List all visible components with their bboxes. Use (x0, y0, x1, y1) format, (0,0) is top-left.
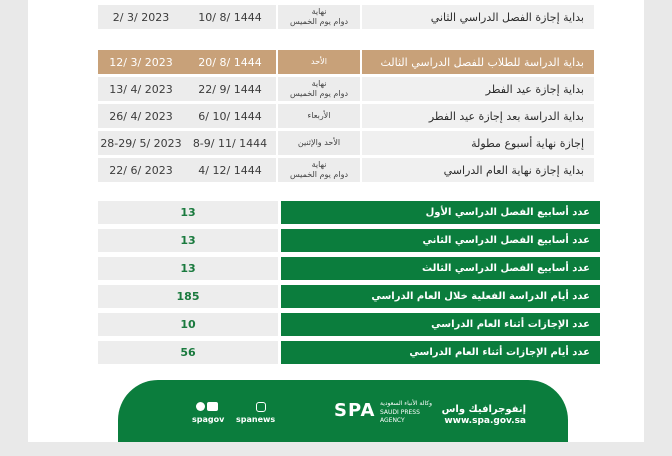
gregorian-date: 13/ 4/ 2023 (98, 77, 184, 101)
spa-logo: SPA (334, 400, 376, 421)
day-note-bottom: دوام يوم الخميس (289, 89, 349, 98)
hijri-date: 6/ 10/ 1444 (184, 104, 276, 128)
day-note-top: الأحد (311, 57, 327, 66)
stat-value: 13 (98, 257, 278, 280)
hijri-date: 10/ 8/ 1444 (184, 5, 276, 29)
hijri-date: 8-9/ 11/ 1444 (184, 131, 276, 155)
hijri-date: 22/ 9/ 1444 (184, 77, 276, 101)
event-label: إجازة نهاية أسبوع مطولة (362, 131, 594, 155)
agency-name-ar: وكالة الأنباء السعودية (380, 400, 433, 407)
day-note (276, 50, 362, 74)
calendar-row (98, 77, 594, 101)
stat-label: عدد أسابيع الفصل الدراسي الثالث (278, 257, 600, 280)
stat-row (98, 313, 600, 336)
day-note (276, 77, 362, 101)
event-label: بداية إجازة عيد الفطر (362, 77, 594, 101)
day-note (276, 131, 362, 155)
day-note-top: نهاية (311, 160, 327, 169)
gregorian-date: 12/ 3/ 2023 (98, 50, 184, 74)
calendar-row (98, 131, 594, 155)
event-label: بداية الدراسة بعد إجازة عيد الفطر (362, 104, 594, 128)
handle-spanews[interactable]: spanews (236, 415, 276, 424)
gregorian-date: 22/ 6/ 2023 (98, 158, 184, 182)
stat-row (98, 341, 600, 364)
agency-name-en-1: SAUDI PRESS (380, 409, 420, 416)
website-link[interactable]: www.spa.gov.sa (444, 416, 526, 426)
day-note (276, 5, 362, 29)
social-icons-2 (256, 402, 268, 413)
gregorian-date: 28-29/ 5/ 2023 (98, 131, 184, 155)
day-note-top: نهاية (311, 7, 327, 16)
infographic-canvas (28, 0, 644, 442)
day-note-bottom: دوام يوم الخميس (289, 170, 349, 179)
stat-value: 13 (98, 201, 278, 224)
youtube-icon (207, 402, 218, 411)
day-note-top: نهاية (311, 79, 327, 88)
infographic-label: إنفوجرافيك واس (441, 404, 526, 415)
gregorian-date: 2/ 3/ 2023 (98, 5, 184, 29)
stat-value: 56 (98, 341, 278, 364)
stat-label: عدد أسابيع الفصل الدراسي الأول (278, 201, 600, 224)
twitter-icon (196, 402, 205, 411)
stat-row (98, 257, 600, 280)
calendar-row (98, 104, 594, 128)
stat-value: 185 (98, 285, 278, 308)
day-note-bottom: دوام يوم الخميس (289, 17, 349, 26)
event-label: بداية إجازة الفصل الدراسي الثاني (362, 5, 594, 29)
stat-label: عدد الإجازات أثناء العام الدراسي (278, 313, 600, 336)
day-note (276, 104, 362, 128)
footer-band (118, 380, 568, 442)
day-note-top: الأربعاء (307, 111, 331, 120)
handle-spagov[interactable]: spagov (192, 415, 225, 424)
gregorian-date: 26/ 4/ 2023 (98, 104, 184, 128)
calendar-row (98, 5, 594, 29)
stat-row (98, 285, 600, 308)
social-icons-1 (196, 402, 220, 412)
stat-value: 13 (98, 229, 278, 252)
stat-value: 10 (98, 313, 278, 336)
stat-row (98, 201, 600, 224)
stat-label: عدد أيام الإجازات أثناء العام الدراسي (278, 341, 600, 364)
stat-label: عدد أيام الدراسة الفعلية خلال العام الدراسي (278, 285, 600, 308)
event-label: بداية إجازة نهاية العام الدراسي (362, 158, 594, 182)
calendar-row (98, 158, 594, 182)
calendar-row (98, 50, 594, 74)
instagram-icon (256, 402, 266, 412)
stat-row (98, 229, 600, 252)
event-label: بداية الدراسة للطلاب للفصل الدراسي الثالث (362, 50, 594, 74)
hijri-date: 20/ 8/ 1444 (184, 50, 276, 74)
day-note (276, 158, 362, 182)
stat-label: عدد أسابيع الفصل الدراسي الثاني (278, 229, 600, 252)
agency-name-en-2: AGENCY (380, 417, 405, 424)
day-note-top: الأحد والإثنين (297, 138, 341, 147)
hijri-date: 4/ 12/ 1444 (184, 158, 276, 182)
